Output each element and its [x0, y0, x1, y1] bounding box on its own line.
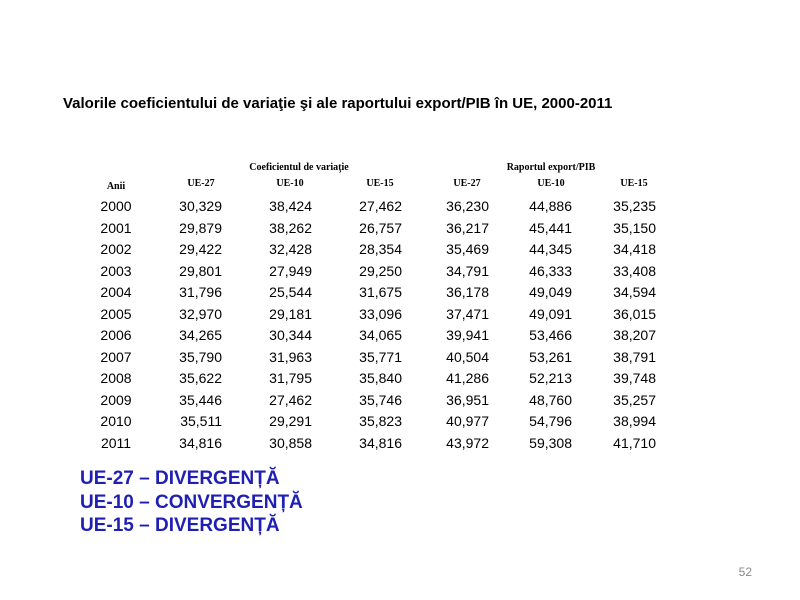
value-cell: 49,091	[529, 305, 572, 322]
value-cell: 35,790	[179, 348, 222, 365]
year-cell: 2004	[100, 284, 132, 300]
value-cell: 25,544	[269, 284, 312, 300]
year-cell: 2007	[100, 348, 132, 365]
value-cell: 31,796	[179, 284, 222, 300]
conclusion-line: UE-27 – DIVERGENȚĂ	[80, 468, 280, 489]
value-cell: 33,096	[359, 305, 402, 322]
table-row	[70, 195, 710, 217]
value-cell: 35,771	[359, 348, 402, 365]
value-cell: 44,886	[529, 198, 572, 214]
year-cell: 2010	[100, 413, 132, 429]
value-cell: 46,333	[529, 262, 572, 279]
column-header: UE-10	[537, 178, 565, 189]
table-body	[70, 195, 710, 453]
value-cell: 39,941	[446, 327, 489, 343]
table-row	[70, 346, 710, 368]
value-cell: 31,963	[269, 348, 312, 365]
value-cell: 35,150	[613, 219, 656, 236]
value-cell: 27,462	[359, 198, 402, 214]
column-header: UE-10	[276, 178, 304, 189]
table-row	[70, 410, 710, 432]
value-cell: 35,469	[446, 241, 489, 257]
value-cell: 35,840	[359, 370, 402, 386]
value-cell: 29,181	[269, 305, 312, 322]
column-header: UE-15	[366, 178, 394, 189]
value-cell: 30,344	[269, 327, 312, 343]
value-cell: 38,791	[613, 348, 656, 365]
group-header-export: Raportul export/PIB	[506, 162, 596, 173]
value-cell: 43,972	[446, 434, 489, 451]
column-header: UE-27	[187, 178, 215, 189]
year-column-header: Anii	[106, 181, 126, 192]
value-cell: 45,441	[529, 219, 572, 236]
slide-title: Valorile coeficientului de variaţie şi ale raportului export/PIB în UE, 2000-2011	[63, 95, 613, 112]
value-cell: 54,796	[529, 413, 572, 429]
value-cell: 34,418	[613, 241, 656, 257]
value-cell: 32,428	[269, 241, 312, 257]
conclusions	[80, 467, 303, 538]
year-cell: 2001	[100, 219, 132, 236]
value-cell: 41,710	[613, 434, 656, 451]
table-row	[70, 303, 710, 325]
value-cell: 34,594	[613, 284, 656, 300]
table-row	[70, 260, 710, 282]
value-cell: 35,622	[179, 370, 222, 386]
table-row	[70, 238, 710, 260]
value-cell: 37,471	[446, 305, 489, 322]
year-cell: 2008	[100, 370, 132, 386]
value-cell: 27,462	[269, 391, 312, 408]
value-cell: 35,446	[179, 391, 222, 408]
value-cell: 30,858	[269, 434, 312, 451]
table-row	[70, 367, 710, 389]
value-cell: 44,345	[529, 241, 572, 257]
value-cell: 30,329	[179, 198, 222, 214]
year-cell: 2000	[100, 198, 132, 214]
value-cell: 29,250	[359, 262, 402, 279]
value-cell: 29,879	[179, 219, 222, 236]
value-cell: 34,065	[359, 327, 402, 343]
value-cell: 38,424	[269, 198, 312, 214]
table-row	[70, 324, 710, 346]
value-cell: 39,748	[613, 370, 656, 386]
group-header-coef: Coeficientul de variaţie	[249, 162, 349, 173]
value-cell: 41,286	[446, 370, 489, 386]
value-cell: 36,217	[446, 219, 489, 236]
page-number: 52	[738, 565, 752, 579]
value-cell: 35,823	[359, 413, 402, 429]
value-cell: 40,977	[446, 413, 489, 429]
value-cell: 59,308	[529, 434, 572, 451]
year-cell: 2002	[100, 241, 132, 257]
value-cell: 27,949	[269, 262, 312, 279]
value-cell: 36,951	[446, 391, 489, 408]
value-cell: 28,354	[359, 241, 402, 257]
value-cell: 31,795	[269, 370, 312, 386]
value-cell: 34,816	[359, 434, 402, 451]
value-cell: 34,816	[179, 434, 222, 451]
table-row	[70, 389, 710, 411]
table-row	[70, 432, 710, 454]
value-cell: 33,408	[613, 262, 656, 279]
value-cell: 35,257	[613, 391, 656, 408]
table-row	[70, 281, 710, 303]
value-cell: 36,230	[446, 198, 489, 214]
value-cell: 26,757	[359, 219, 402, 236]
value-cell: 40,504	[446, 348, 489, 365]
value-cell: 53,261	[529, 348, 572, 365]
value-cell: 34,265	[179, 327, 222, 343]
column-header: UE-15	[620, 178, 648, 189]
column-header: UE-27	[453, 178, 481, 189]
value-cell: 29,291	[269, 413, 312, 429]
conclusion-line: UE-15 – DIVERGENȚĂ	[80, 515, 280, 536]
year-cell: 2005	[100, 305, 132, 322]
value-cell: 38,262	[269, 219, 312, 236]
value-cell: 48,760	[529, 391, 572, 408]
value-cell: 32,970	[179, 305, 222, 322]
value-cell: 35,235	[613, 198, 656, 214]
value-cell: 36,178	[446, 284, 489, 300]
value-cell: 38,207	[613, 327, 656, 343]
value-cell: 29,422	[179, 241, 222, 257]
value-cell: 52,213	[529, 370, 572, 386]
value-cell: 29,801	[179, 262, 222, 279]
value-cell: 53,466	[529, 327, 572, 343]
value-cell: 49,049	[529, 284, 572, 300]
table-row	[70, 217, 710, 239]
year-cell: 2011	[100, 434, 132, 451]
value-cell: 38,994	[613, 413, 656, 429]
value-cell: 36,015	[613, 305, 656, 322]
year-cell: 2003	[100, 262, 132, 279]
value-cell: 34,791	[446, 262, 489, 279]
year-cell: 2009	[100, 391, 132, 408]
value-cell: 31,675	[359, 284, 402, 300]
value-cell: 35,746	[359, 391, 402, 408]
year-cell: 2006	[100, 327, 132, 343]
value-cell: 35,511	[180, 413, 222, 429]
conclusion-line: UE-10 – CONVERGENȚĂ	[80, 491, 303, 513]
